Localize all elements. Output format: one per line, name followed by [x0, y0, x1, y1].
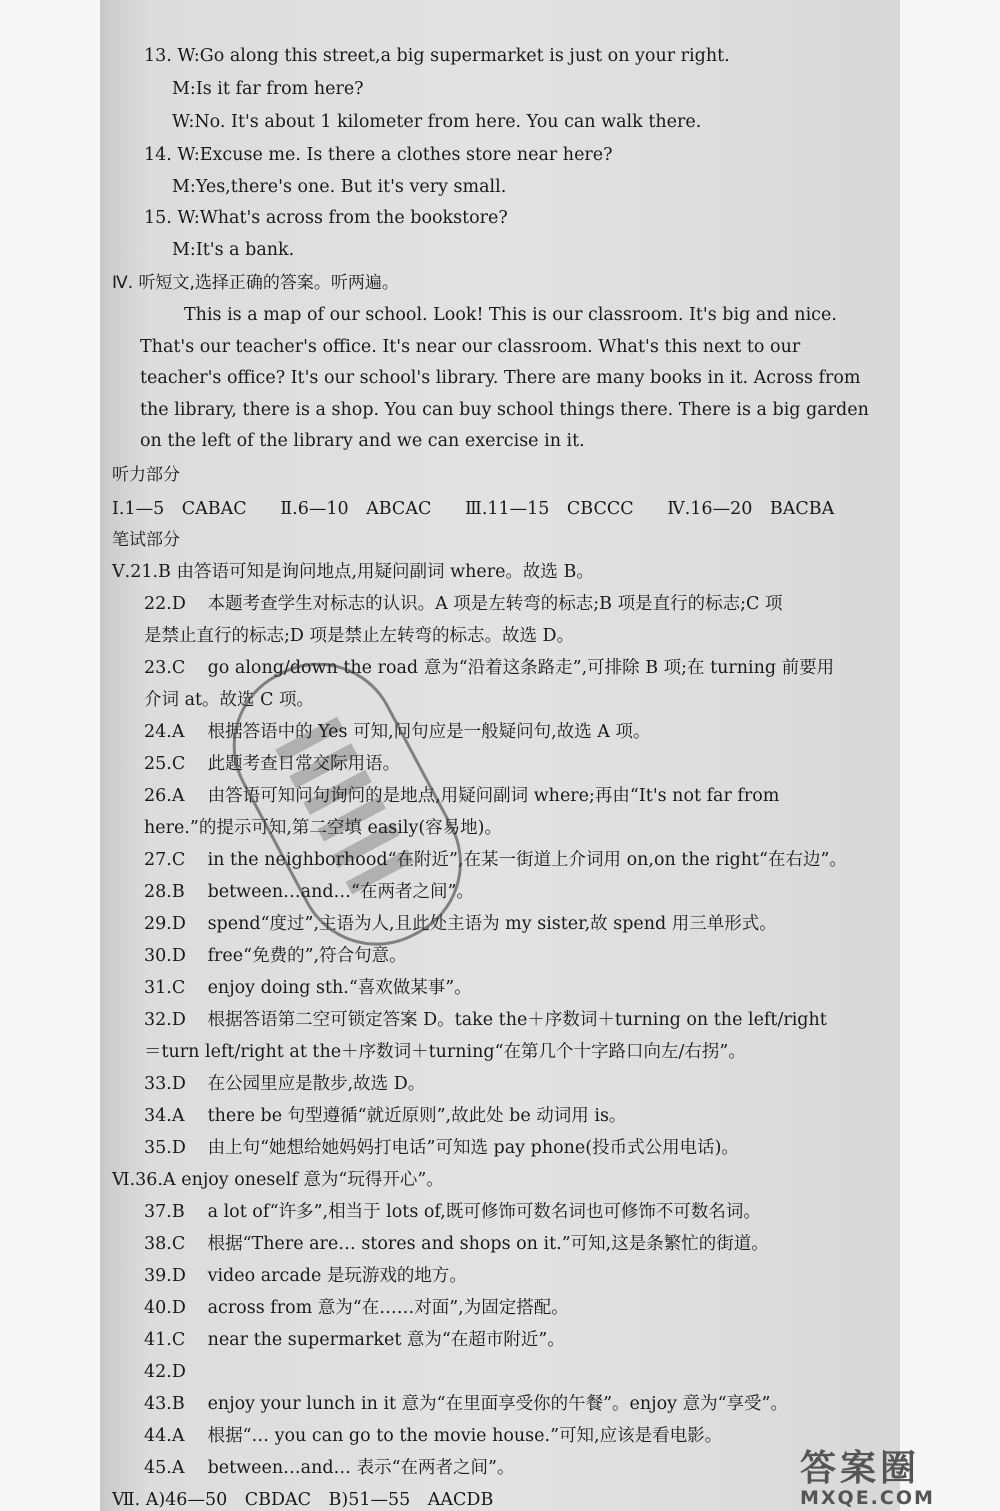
dialogue-line: M:Is it far from here?	[172, 79, 364, 99]
answer-item: 38.C 根据“There are… stores and shops on it.”可知,这是条繁忙的街道。	[144, 1234, 769, 1254]
dialogue-line: W:No. It's about 1 kilometer from here. You can walk there.	[172, 112, 702, 132]
site-watermark	[800, 1450, 1000, 1511]
answer-item: 介词 at。故选 C 项。	[144, 690, 315, 710]
dialogue-line: M:It's a bank.	[172, 240, 295, 260]
answer-item: 43.B enjoy your lunch in it 意为“在里面享受你的午餐”。enjoy 意为“享受”。	[144, 1394, 788, 1414]
answer-item: 35.D 由上句“她想给她妈妈打电话”可知选 pay phone(投币式公用电话)。	[144, 1138, 739, 1158]
dialogue-line: M:Yes,there's one. But it's very small.	[172, 177, 507, 197]
section-title: 听力部分	[112, 465, 180, 485]
answer-item: 39.D video arcade 是玩游戏的地方。	[144, 1266, 467, 1286]
answer-item: 31.C enjoy doing sth.“喜欢做某事”。	[144, 978, 472, 998]
answer-item: 40.D across from 意为“在……对面”,为固定搭配。	[144, 1298, 569, 1318]
answer-item: ＝turn left/right at the＋序数词＋turning“在第几个十字路口向左/右拐”。	[144, 1042, 746, 1062]
answer-group: Ⅲ.11—15 CBCCC	[464, 499, 634, 519]
dialogue-line: 15. W:What's across from the bookstore?	[144, 208, 508, 228]
answer-item: 41.C near the supermarket 意为“在超市附近”。	[144, 1330, 565, 1350]
answer-item: 32.D 根据答语第二空可锁定答案 D。take the＋序数词＋turning on the left/right	[144, 1010, 827, 1030]
answer-item: 22.D 本题考查学生对标志的认识。A 项是左转弯的标志;B 项是直行的标志;C 项	[144, 594, 783, 614]
dialogue-line: 14. W:Excuse me. Is there a clothes store near here?	[144, 145, 613, 165]
answer-group: Ⅱ.6—10 ABCAC	[280, 499, 432, 519]
answer-group: Ⅰ.1—5 CABAC	[112, 499, 247, 519]
section-title: 笔试部分	[112, 530, 180, 550]
answer-item: 是禁止直行的标志;D 项是禁止左转弯的标志。故选 D。	[144, 626, 575, 646]
answer-item: here.”的提示可知,第二空填 easily(容易地)。	[144, 818, 502, 838]
passage: This is a map of our school. Look! This is our classroom. It's big and nice. That's our teacher's office. It's near our classroom. What's this next to our teacher's office? It's our school's library. There are many books in it. Across from the library, there is a shop. You can buy school things there. There is a big garden on the left of the library and we can exercise in it.	[140, 305, 869, 451]
section-title: Ⅳ. 听短文,选择正确的答案。听两遍。	[112, 273, 399, 293]
answer-item: 44.A 根据“… you can go to the movie house.”可知,应该是看电影。	[144, 1426, 723, 1446]
section7-answers: Ⅶ. A)46—50 CBDAC B)51—55 AACDB	[112, 1490, 494, 1510]
answer-item: 29.D spend“度过”,主语为人,且此处主语为 my sister,故 spend 用三单形式。	[144, 914, 777, 934]
answer-page	[100, 0, 900, 1511]
watermark-url: MXQE.COM	[800, 1487, 935, 1509]
answer-item: 28.B between…and…“在两者之间”。	[144, 882, 474, 902]
answer-group: Ⅳ.16—20 BACBA	[667, 499, 835, 519]
answer-item: 30.D free“免费的”,符合句意。	[144, 946, 407, 966]
watermark-logo-text: 答案圈	[800, 1448, 921, 1489]
answer-item: 25.C 此题考查日常交际用语。	[144, 754, 401, 774]
answer-item: 33.D 在公园里应是散步,故选 D。	[144, 1074, 426, 1094]
answer-item: 34.A there be 句型遵循“就近原则”,故此处 be 动词用 is。	[144, 1106, 627, 1126]
answer-item: Ⅴ.21.B 由答语可知是询问地点,用疑问副词 where。故选 B。	[112, 562, 594, 582]
answer-item: 24.A 根据答语中的 Yes 可知,问句应是一般疑问句,故选 A 项。	[144, 722, 651, 742]
answer-item: 42.D	[144, 1362, 186, 1382]
answer-item: 23.C go along/down the road 意为“沿着这条路走”,可排除 B 项;在 turning 前要用	[144, 658, 835, 678]
right-margin	[900, 0, 1000, 1511]
listening-answers	[112, 495, 862, 520]
left-margin	[0, 0, 100, 1511]
answer-item: 45.A between…and… 表示“在两者之间”。	[144, 1458, 515, 1478]
answer-item: 37.B a lot of“许多”,相当于 lots of,既可修饰可数名词也可修饰不可数名词。	[144, 1202, 761, 1222]
dialogue-line: 13. W:Go along this street,a big supermarket is just on your right.	[144, 46, 730, 66]
answer-item: 27.C in the neighborhood“在附近”,在某一街道上介词用 on,on the right“在右边”。	[144, 850, 847, 870]
answer-item: 26.A 由答语可知问句询问的是地点,用疑问副词 where;再由“It's not far from	[144, 786, 780, 806]
answer-item: Ⅵ.36.A enjoy oneself 意为“玩得开心”。	[112, 1170, 444, 1190]
